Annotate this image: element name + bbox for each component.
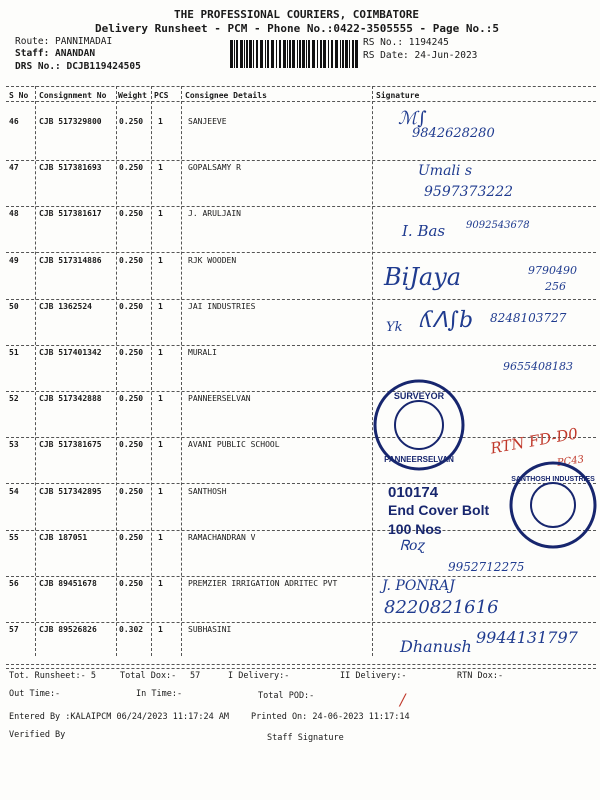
barcode-bar: [335, 40, 338, 68]
barcode-bar: [271, 40, 274, 68]
rs-date: RS Date: 24-Jun-2023: [363, 50, 478, 61]
cell-pcs: 1: [158, 486, 163, 496]
signature-scribble: ℳ∫: [398, 108, 427, 129]
barcode-bar: [328, 40, 329, 68]
row-separator: [6, 668, 596, 669]
cell-weight: 0.250: [119, 255, 144, 265]
cell-pcs: 1: [158, 163, 163, 173]
cell-consignment: CJB 517314886: [39, 255, 102, 265]
handwritten-phone: 8220821616: [384, 597, 499, 618]
handwritten-code: PC43: [556, 454, 585, 469]
verified-by: Verified By: [9, 730, 66, 740]
handwritten-signature: Dhanush: [400, 637, 472, 656]
handwritten-phone: 9842628280: [412, 126, 495, 141]
col-header-consignee: Consignee Details: [185, 91, 267, 100]
handwritten-phone: 9655408183: [503, 360, 573, 373]
cell-sno: 56: [9, 579, 19, 588]
handwritten-phone: 9790490: [528, 264, 577, 277]
barcode-bar: [345, 40, 348, 68]
row-separator: [6, 576, 596, 577]
cell-weight: 0.250: [119, 301, 144, 311]
cell-sno: 53: [9, 440, 19, 450]
cell-consignment: CJB 517342888: [39, 394, 102, 404]
i-delivery: I Delivery:-: [228, 671, 290, 681]
barcode-bar: [297, 40, 298, 68]
barcode-bar: [279, 40, 281, 68]
printed-on: Printed On: 24-06-2023 11:17:14: [251, 712, 410, 722]
barcode-bar: [306, 40, 307, 68]
handwritten-phone: 9597373222: [424, 184, 514, 200]
row-separator: [6, 345, 596, 346]
staff-label: Staff: ANANDAN: [15, 48, 96, 59]
total-dox-value: 57: [190, 671, 201, 681]
table-top-border: [6, 86, 596, 87]
barcode-bar: [340, 40, 341, 68]
cell-consignment: CJB 517381693: [39, 163, 102, 173]
handwritten-phone: 256: [545, 280, 566, 293]
cell-consignment: CJB 517329800: [39, 117, 102, 126]
cell-consignee: AVANI PUBLIC SCHOOL: [188, 440, 280, 450]
cell-consignee: PREMZIER IRRIGATION ADRITEC PVT: [188, 579, 338, 588]
cell-weight: 0.250: [119, 394, 144, 404]
stamp-overprint-code: 010174: [388, 484, 439, 501]
barcode-bar: [342, 40, 344, 68]
stamp-overprint-item: End Cover Bolt: [388, 502, 490, 518]
cell-consignee: RAMACHANDRAN V: [188, 532, 256, 542]
cell-weight: 0.250: [119, 440, 144, 450]
signature-scribble: ʎᐱ∫b: [420, 308, 474, 333]
cell-consignment: CJB 89526826: [39, 625, 97, 635]
col-divider: [372, 86, 373, 656]
handwritten-signature: Umali s: [418, 163, 473, 179]
cell-weight: 0.250: [119, 209, 144, 219]
barcode-bar: [355, 40, 358, 68]
col-divider: [151, 86, 152, 656]
barcode-bar: [317, 40, 318, 68]
cell-consignee: MURALI: [188, 348, 217, 357]
cell-sno: 54: [9, 486, 19, 496]
barcode-bar: [312, 40, 315, 68]
runsheet-title: Delivery Runsheet - PCM - Phone No.:0422-3505555 - Page No.:5: [95, 22, 499, 35]
cell-pcs: 1: [158, 579, 163, 588]
handwritten-signature: BiJaya: [384, 263, 462, 291]
barcode-bar: [249, 40, 252, 68]
cell-consignment: CJB 517381617: [39, 209, 102, 219]
barcode-bar: [246, 40, 248, 68]
cell-consignee: JAI INDUSTRIES: [188, 301, 256, 311]
stamp-text-panneerselvan: PANNEERSELVAN: [384, 455, 454, 464]
row-separator: [6, 252, 596, 253]
col-divider: [116, 86, 117, 656]
company-title: THE PROFESSIONAL COURIERS, COIMBATORE: [174, 8, 420, 21]
cell-consignment: CJB 517342895: [39, 486, 102, 496]
cell-weight: 0.302: [119, 625, 144, 635]
col-header-consignment: Consignment No: [39, 91, 107, 100]
barcode-bar: [276, 40, 277, 68]
cell-pcs: 1: [158, 440, 163, 450]
cell-pcs: 1: [158, 532, 163, 542]
col-divider: [35, 86, 36, 656]
cell-weight: 0.250: [119, 117, 144, 126]
barcode-bar: [253, 40, 254, 68]
handwritten-signature: Yk: [386, 320, 403, 335]
barcode-bar: [349, 40, 350, 68]
barcode-bar: [302, 40, 305, 68]
barcode-bar: [308, 40, 310, 68]
cell-pcs: 1: [158, 301, 163, 311]
cell-sno: 57: [9, 625, 19, 635]
barcode-bar: [352, 40, 354, 68]
cell-consignment: CJB 187051: [39, 532, 88, 542]
cell-weight: 0.250: [119, 348, 144, 357]
cell-consignee: GOPALSAMY R: [188, 163, 241, 173]
cell-pcs: 1: [158, 348, 163, 357]
barcode-bar: [260, 40, 263, 68]
staff-signature: Staff Signature: [267, 733, 344, 743]
barcode-bar: [265, 40, 266, 68]
col-divider: [181, 86, 182, 656]
cell-weight: 0.250: [119, 486, 144, 496]
route-label: Route: PANNIMADAI: [15, 36, 113, 47]
footer-top-border: [6, 664, 596, 665]
cell-consignee: SANTHOSH: [188, 486, 227, 496]
barcode-bar: [323, 40, 326, 68]
cell-weight: 0.250: [119, 163, 144, 173]
barcode-bar: [287, 40, 288, 68]
cell-consignee: SANJEEVE: [188, 117, 227, 126]
col-header-sno: S No: [9, 91, 29, 100]
cell-sno: 51: [9, 348, 19, 357]
cell-pcs: 1: [158, 209, 163, 219]
drs-number: DRS No.: DCJB119424505: [15, 61, 141, 72]
surveyor-stamp: [372, 378, 467, 473]
barcode-bar: [267, 40, 269, 68]
handwritten-phone: 9952712275: [448, 560, 525, 574]
cell-sno: 50: [9, 301, 19, 311]
cell-pcs: 1: [158, 255, 163, 265]
barcode-bar: [240, 40, 243, 68]
cell-sno: 46: [9, 117, 19, 126]
barcode-bar: [256, 40, 258, 68]
cell-sno: 48: [9, 209, 19, 219]
cell-sno: 47: [9, 163, 19, 173]
barcode-bar: [289, 40, 291, 68]
cell-consignee: SUBHASINI: [188, 625, 232, 635]
barcode-bar: [331, 40, 333, 68]
signature-scribble: Ꮢᴏɀ: [400, 538, 425, 554]
ii-delivery: II Delivery:-: [340, 671, 407, 681]
barcode-bar: [292, 40, 295, 68]
total-pod: Total POD:-: [258, 691, 315, 701]
cell-consignment: CJB 517401342: [39, 348, 102, 357]
handwritten-phone: 9092543678: [466, 220, 530, 231]
cell-consignee: J. ARULJAIN: [188, 209, 241, 219]
stamp-text-santhosh: SANTHOSH INDUSTRIES: [511, 476, 595, 483]
row-separator: [6, 622, 596, 623]
cell-consignment: CJB 1362524: [39, 301, 92, 311]
entered-by: Entered By :KALAIPCM 06/24/2023 11:17:24 AM: [9, 712, 230, 722]
cell-consignee: RJK WOODEN: [188, 255, 237, 265]
cell-sno: 52: [9, 394, 19, 404]
total-dox-label: Total Dox:-: [120, 671, 177, 681]
cell-consignment: CJB 89451678: [39, 579, 97, 588]
pen-mark: /: [400, 690, 406, 709]
col-header-pcs: PCS: [154, 91, 169, 100]
barcode-bar: [320, 40, 322, 68]
industries-stamp: [508, 457, 598, 552]
cell-sno: 55: [9, 532, 19, 542]
cell-consignee: PANNEERSELVAN: [188, 394, 251, 404]
handwritten-phone: 9944131797: [476, 628, 578, 647]
col-header-weight: Weight: [118, 91, 147, 100]
rs-number: RS No.: 1194245: [363, 37, 449, 48]
cell-sno: 49: [9, 255, 19, 265]
col-header-signature: Signature: [376, 91, 420, 100]
barcode: [230, 40, 360, 68]
cell-weight: 0.250: [119, 579, 144, 588]
handwritten-name: J. PONRAJ: [382, 578, 455, 594]
barcode-bar: [283, 40, 286, 68]
rtn-dox: RTN Dox:-: [457, 671, 504, 681]
table-header-border: [6, 101, 596, 102]
cell-pcs: 1: [158, 394, 163, 404]
stamp-text-surveyor: SURVEYOR: [393, 391, 445, 401]
row-separator: [6, 160, 596, 161]
barcode-bar: [299, 40, 301, 68]
cell-weight: 0.250: [119, 532, 144, 542]
barcode-bar: [244, 40, 245, 68]
row-separator: [6, 299, 596, 300]
in-time: In Time:-: [136, 689, 183, 699]
barcode-bar: [230, 40, 233, 68]
cell-pcs: 1: [158, 625, 163, 635]
row-separator: [6, 391, 596, 392]
handwritten-return-note: RTN FD-D0: [489, 424, 580, 458]
handwritten-signature: I. Bas: [402, 222, 446, 240]
handwritten-phone: 8248103727: [490, 311, 567, 325]
row-separator: [6, 206, 596, 207]
tot-runsheet: Tot. Runsheet:- 5: [9, 671, 96, 681]
out-time: Out Time:-: [9, 689, 61, 699]
barcode-bar: [236, 40, 238, 68]
barcode-bar: [234, 40, 235, 68]
cell-pcs: 1: [158, 117, 163, 126]
cell-consignment: CJB 517381675: [39, 440, 102, 450]
stamp-overprint-qty: 100 Nos: [388, 521, 442, 537]
